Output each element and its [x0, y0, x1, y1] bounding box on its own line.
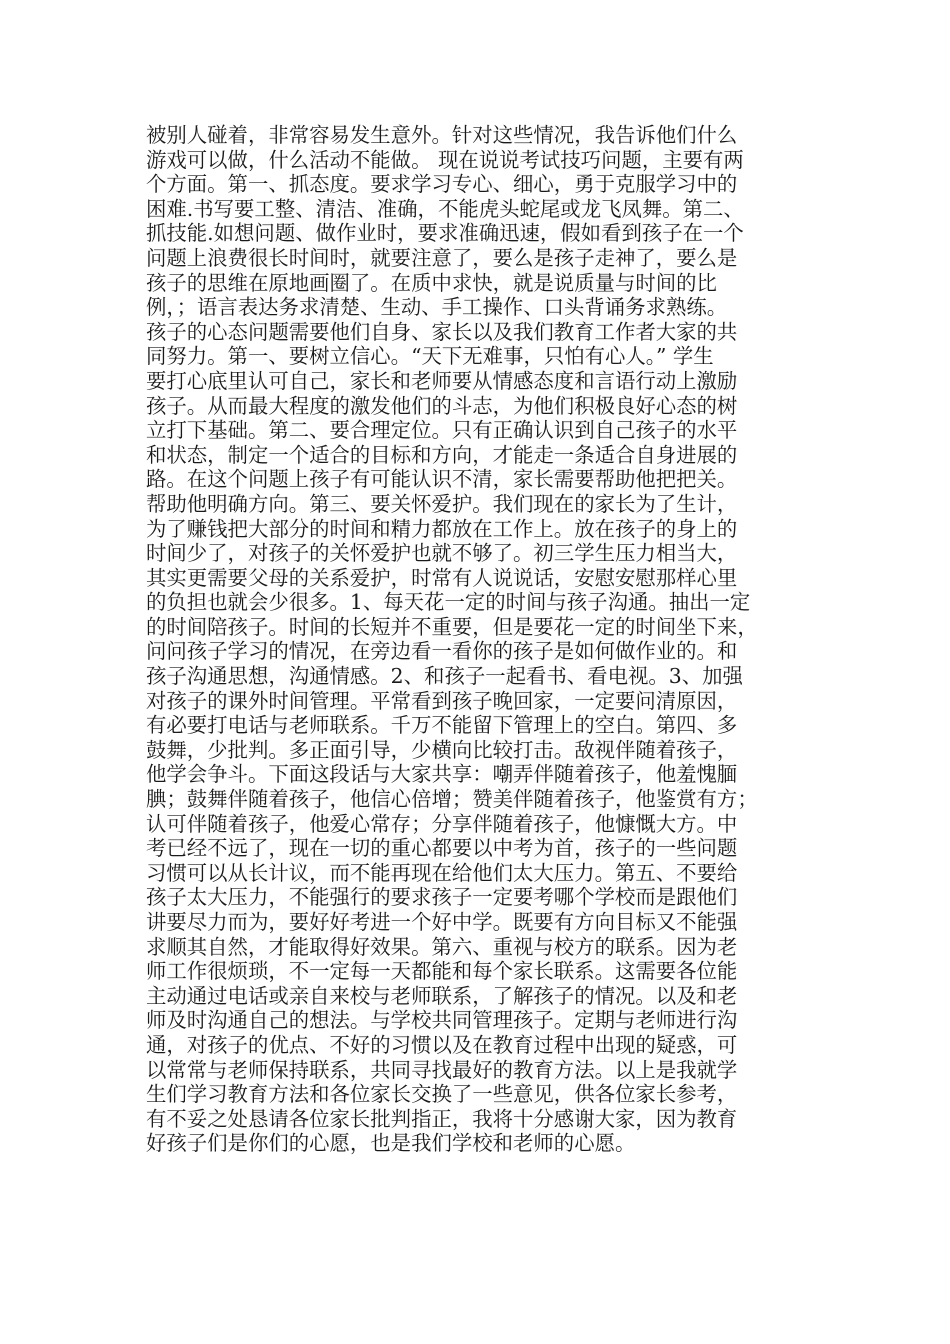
text-line: 孩子的思维在原地画圈了。在质中求快，就是说质量与时间的比 [146, 270, 717, 295]
text-line: 生们学习教育方法和各位家长交换了一些意见，供各位家长参考， [146, 1082, 738, 1107]
text-line: 好孩子们是你们的心愿，也是我们学校和老师的心愿。 [146, 1131, 636, 1156]
text-line: 通，对孩子的优点、不好的习惯以及在教育过程中出现的疑惑，可 [146, 1032, 738, 1057]
text-line: 要打心底里认可自己，家长和老师要从情感态度和言语行动上激励 [146, 368, 738, 393]
text-line: 鼓舞，少批判。多正面引导，少横向比较打击。敌视伴随着孩子， [146, 737, 738, 762]
text-line: 帮助他明确方向。第三、要关怀爱护。我们现在的家长为了生计， [146, 491, 738, 516]
text-line: 被别人碰着，非常容易发生意外。针对这些情况，我告诉他们什么 [146, 123, 738, 147]
text-line: 孩子沟通思想，沟通情感。2、和孩子一起看书、看电视。3、加强 [146, 664, 743, 689]
text-line: 问题上浪费很长时间时，就要注意了，要么是孩子走神了，要么是 [146, 245, 738, 270]
text-line: 同努力。第一、要树立信心。“天下无难事，只怕有心人。” 学生 [146, 344, 714, 369]
text-line: 和状态，制定一个适合的目标和方向，才能走一条适合自身进展的 [146, 442, 738, 467]
text-line: 问问孩子学习的情况，在旁边看一看你的孩子是如何做作业的。和 [146, 639, 738, 664]
text-line: 抓技能.如想问题、做作业时，要求准确迅速，假如看到孩子在一个 [146, 221, 744, 246]
text-line: 的负担也就会少很多。1、每天花一定的时间与孩子沟通。抽出一定 [146, 590, 751, 615]
text-line: 腆；鼓舞伴随着孩子，他信心倍增；赞美伴随着孩子，他鉴赏有方； [146, 787, 758, 812]
text-line: 路。在这个问题上孩子有可能认识不清，家长需要帮助他把把关。 [146, 467, 738, 492]
text-line: 时间少了，对孩子的关怀爱护也就不够了。初三学生压力相当大， [146, 541, 738, 566]
text-line: 讲要尽力而为，要好好考进一个好中学。既要有方向目标又不能强 [146, 910, 738, 934]
text-line: 对孩子的课外时间管理。平常看到孩子晚回家，一定要问清原因， [146, 688, 738, 713]
text-line: 其实更需要父母的关系爱护，时常有人说说话，安慰安慰那样心里 [146, 565, 738, 590]
text-line: 为了赚钱把大部分的时间和精力都放在工作上。放在孩子的身上的 [146, 516, 738, 541]
text-line: 求顺其自然，才能取得好效果。第六、重视与校方的联系。因为老 [146, 934, 738, 959]
text-line: 孩子太大压力，不能强行的要求孩子一定要考哪个学校而是跟他们 [146, 885, 738, 910]
text-line: 的时间陪孩子。时间的长短并不重要，但是要花一定的时间坐下来， [146, 614, 758, 639]
text-line: 孩子的心态问题需要他们自身、家长以及我们教育工作者大家的共 [146, 319, 738, 344]
text-line: 师及时沟通自己的想法。与学校共同管理孩子。定期与老师进行沟 [146, 1008, 738, 1033]
text-line: 个方面。第一、抓态度。要求学习专心、细心，勇于克服学习中的 [146, 172, 738, 197]
text-line: 以常常与老师保持联系，共同寻找最好的教育方法。以上是我就学 [146, 1057, 738, 1082]
text-line: 困难.书写要工整、清洁、准确，不能虎头蛇尾或龙飞凤舞。第二、 [146, 196, 744, 221]
document-body-text [146, 123, 816, 1156]
text-line: 有必要打电话与老师联系。千万不能留下管理上的空白。第四、多 [146, 713, 738, 738]
text-line: 有不妥之处恳请各位家长批判指正，我将十分感谢大家，因为教育 [146, 1106, 738, 1131]
text-line: 孩子。从而最大程度的激发他们的斗志，为他们积极良好心态的树 [146, 393, 738, 418]
text-line: 习惯可以从长计议，而不能再现在给他们太大压力。第五、不要给 [146, 860, 738, 885]
text-line: 游戏可以做，什么活动不能做。 现在说说考试技巧问题，主要有两 [146, 147, 744, 172]
text-line: 主动通过电话或亲自来校与老师联系，了解孩子的情况。以及和老 [146, 983, 738, 1008]
text-line: 他学会争斗。下面这段话与大家共享：嘲弄伴随着孩子，他羞愧腼 [146, 762, 738, 787]
text-line: 例，；语言表达务求清楚、生动、手工操作、口头背诵务求熟练。 [146, 295, 728, 320]
text-line: 考已经不远了，现在一切的重心都要以中考为首，孩子的一些问题 [146, 836, 738, 861]
text-line: 认可伴随着孩子，他爱心常存；分享伴随着孩子，他慷慨大方。中 [146, 811, 738, 836]
text-line: 立打下基础。第二、要合理定位。只有正确认识到自己孩子的水平 [146, 418, 738, 443]
text-line: 师工作很烦琐，不一定每一天都能和每个家长联系。这需要各位能 [146, 959, 738, 984]
